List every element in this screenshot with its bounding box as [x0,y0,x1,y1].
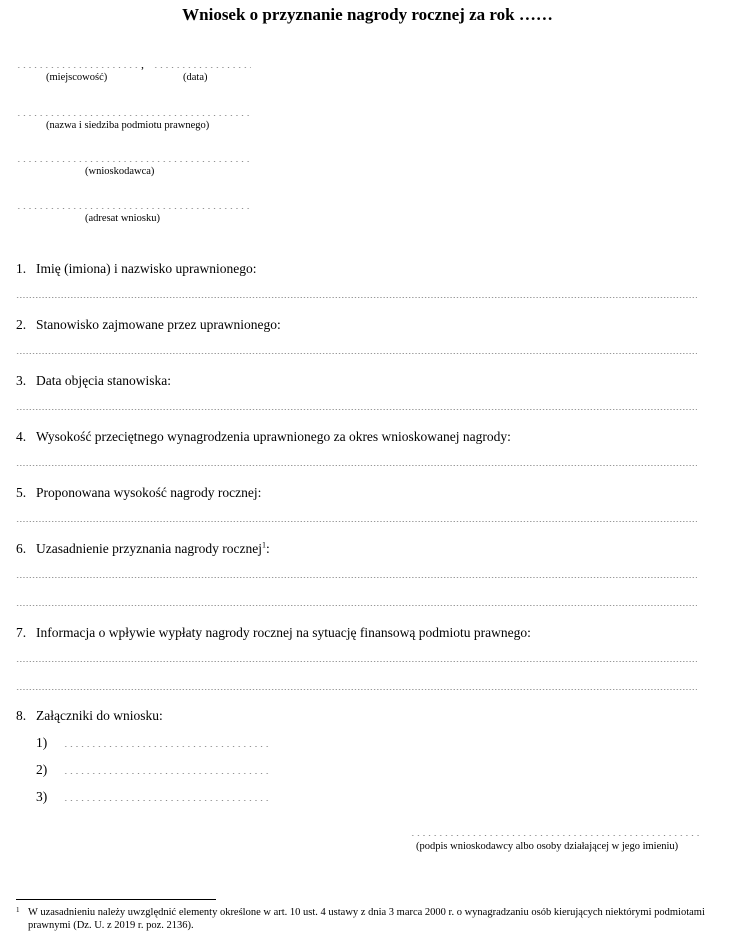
addressee-field[interactable] [16,208,251,209]
answer-line-7b[interactable] [16,689,697,690]
question-6 [16,541,270,557]
place-date-separator: , [141,57,144,71]
attachment-3-number: 3) [36,789,48,804]
answer-line-6b[interactable] [16,605,697,606]
document-title: Wniosek o przyznanie nagrody rocznej za rok …… [182,5,553,24]
question-number: 7. [16,625,27,640]
question-label: Data objęcia stanowiska: [36,373,171,388]
question-label-suffix: : [266,541,270,556]
question-label: Informacja o wpływie wypłaty nagrody rocznej na sytuację finansową podmiotu prawnego: [36,625,531,640]
date-field[interactable] [153,67,251,68]
question-number: 8. [16,708,27,723]
question-number: 3. [16,373,27,388]
applicant-caption: (wnioskodawca) [85,166,155,177]
attachment-3-field[interactable] [63,800,271,801]
footnote-separator [16,899,216,900]
entity-field[interactable] [16,115,251,116]
question-4 [16,429,511,445]
addressee-caption: (adresat wniosku) [85,213,160,224]
answer-line-6a[interactable] [16,577,697,578]
question-label: Stanowisko zajmowane przez uprawnionego: [36,317,281,332]
attachment-1-number: 1) [36,735,48,750]
question-label: Załączniki do wniosku: [36,708,163,723]
question-number: 6. [16,541,27,556]
signature-caption: (podpis wnioskodawcy albo osoby działającej w jego imieniu) [416,841,679,852]
answer-line-4[interactable] [16,465,697,466]
place-caption: (miejscowość) [46,72,108,83]
question-2 [16,317,281,333]
place-field[interactable] [16,67,140,68]
attachment-2-field[interactable] [63,773,271,774]
question-label: Proponowana wysokość nagrody rocznej: [36,485,262,500]
answer-line-1[interactable] [16,297,697,298]
answer-line-5[interactable] [16,521,697,522]
question-number: 4. [16,429,27,444]
question-number: 1. [16,261,27,276]
footnote-reference[interactable]: 1 [262,540,267,550]
footnote-marker: 1 [16,906,20,914]
question-label: Imię (imiona) i nazwisko uprawnionego: [36,261,257,276]
date-caption: (data) [183,72,208,83]
answer-line-2[interactable] [16,353,697,354]
question-number: 5. [16,485,27,500]
applicant-field[interactable] [16,161,251,162]
question-7 [16,625,531,641]
question-label: Wysokość przeciętnego wynagrodzenia uprawnionego za okres wnioskowanej nagrody: [36,429,511,444]
entity-caption: (nazwa i siedziba podmiotu prawnego) [46,120,210,131]
answer-line-3[interactable] [16,409,697,410]
attachment-1-field[interactable] [63,746,271,747]
footnote-text: W uzasadnieniu należy uwzględnić elementy określone w art. 10 ust. 4 ustawy z dnia 3 marca 2000 r. o wynagradzaniu osób kierujących niektórymi podmiotami prawnymi (Dz. U. z 2019 r. poz. 2136). [28,907,705,931]
question-label: Uzasadnienie przyznania nagrody rocznej [36,541,263,556]
question-5 [16,485,261,501]
answer-line-7a[interactable] [16,661,697,662]
signature-field[interactable] [410,835,700,836]
question-number: 2. [16,317,27,332]
question-1 [16,261,256,277]
attachment-2-number: 2) [36,762,48,777]
question-3 [16,373,171,389]
footnote [16,906,716,932]
question-8 [16,708,163,724]
